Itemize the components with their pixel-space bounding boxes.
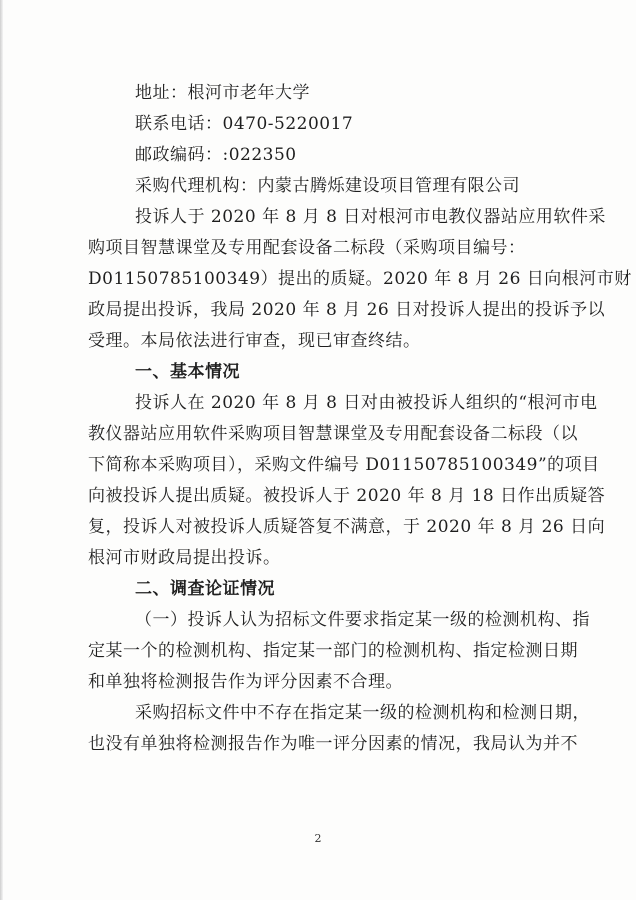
basic-info-line: 复，投诉人对被投诉人质疑答复不满意，于 2020 年 8 月 26 日向 — [88, 517, 606, 537]
section-heading-investigation: 二、调查论证情况 — [135, 579, 275, 599]
page-edge-shadow — [0, 0, 3, 900]
complaint-point-1 — [88, 605, 590, 698]
complaint-line: （一）投诉人认为招标文件要求指定某一级的检测机构、指 — [135, 610, 590, 630]
complaint-line: 定某一个的检测机构、指定某一部门的检测机构、指定检测日期 — [88, 641, 578, 661]
intro-line: 购项目智慧课堂及专用配套设备二标段（采购项目编号： — [88, 238, 526, 258]
complaint-line: 和单独将检测报告作为评分因素不合理。 — [88, 672, 403, 692]
contact-postcode: 邮政编码：:022350 — [135, 145, 297, 165]
section-heading-basic-info: 一、基本情况 — [135, 362, 240, 382]
intro-line: D01150785100349）提出的质疑。2020 年 8 月 26 日向根河市财 — [88, 269, 632, 289]
contact-agency: 采购代理机构：内蒙古腾烁建设项目管理有限公司 — [135, 176, 520, 196]
response-paragraph — [88, 698, 590, 760]
contact-address: 地址：根河市老年大学 — [135, 83, 310, 103]
response-line: 也没有单独将检测报告作为唯一评分因素的情况，我局认为并不 — [88, 734, 578, 754]
basic-info-line: 根河市财政局提出投诉。 — [88, 548, 281, 568]
basic-info-line: 教仪器站应用软件采购项目智慧课堂及专用配套设备二标段（以 — [88, 424, 578, 444]
response-line: 采购招标文件中不存在指定某一级的检测机构和检测日期， — [135, 703, 590, 723]
document-body — [88, 78, 632, 760]
intro-paragraph — [88, 202, 632, 357]
basic-info-paragraph — [88, 388, 606, 574]
intro-line: 政局提出投诉，我局 2020 年 8 月 26 日对投诉人提出的投诉予以 — [88, 300, 606, 320]
basic-info-line: 投诉人在 2020 年 8 月 8 日对由被投诉人组织的“根河市电 — [135, 393, 598, 413]
intro-line: 投诉人于 2020 年 8 月 8 日对根河市电教仪器站应用软件采 — [135, 207, 606, 227]
intro-line: 受理。本局依法进行审查，现已审查终结。 — [88, 331, 421, 351]
page-number: 2 — [314, 832, 322, 845]
basic-info-line: 下简称本采购项目），采购文件编号 D01150785100349”的项目 — [88, 455, 600, 475]
basic-info-line: 向被投诉人提出质疑。被投诉人于 2020 年 8 月 18 日作出质疑答 — [88, 486, 606, 506]
contact-phone: 联系电话：0470-5220017 — [135, 114, 354, 134]
